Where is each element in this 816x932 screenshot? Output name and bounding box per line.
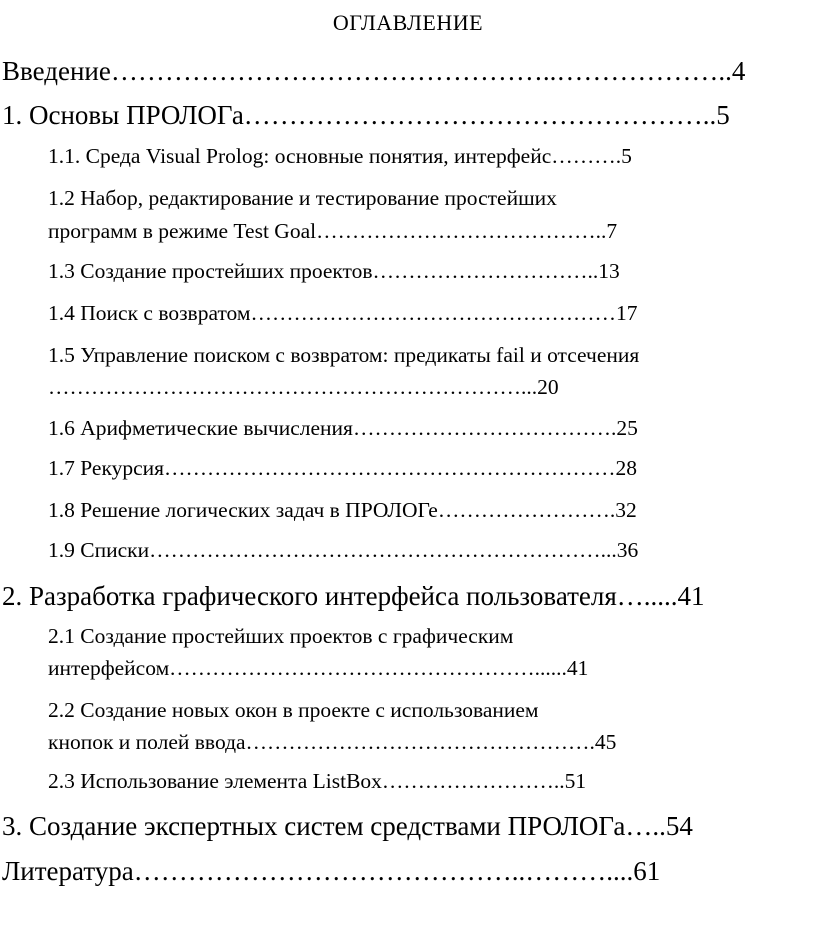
toc-entry-section-3: 3. Создание экспертных систем средствами ПРОЛОГа…..54 — [2, 811, 693, 841]
toc-entry-literature: Литература……………………………………..………....61 — [2, 856, 661, 886]
toc-entry-1-1: 1.1. Среда Visual Prolog: основные понятия, интерфейс……….5 — [48, 144, 632, 168]
toc-entry-1-2-line1: 1.2 Набор, редактирование и тестирование простейших — [48, 186, 557, 210]
toc-entry-1-4: 1.4 Поиск с возвратом……………………………………………17 — [48, 301, 638, 325]
toc-entry-2-1-line2: интерфейсом……………………………………………......41 — [48, 656, 589, 680]
toc-entry-section-2: 2. Разработка графического интерфейса пользователя….....41 — [2, 581, 705, 611]
toc-entry-1-5-line1: 1.5 Управление поиском с возвратом: предикаты fail и отсечения — [48, 343, 640, 367]
toc-title: ОГЛАВЛЕНИЕ — [332, 10, 484, 35]
toc-entry-1-6: 1.6 Арифметические вычисления……………………………….25 — [48, 416, 638, 440]
toc-entry-intro: Введение…………………………………………..………………..4 — [2, 56, 746, 86]
toc-entry-1-2-line2: программ в режиме Test Goal…………………………………..7 — [48, 219, 618, 243]
toc-entry-1-5-line2: …………………………………………………………...20 — [48, 375, 559, 399]
toc-entry-2-3: 2.3 Использование элемента ListBox……………………..51 — [48, 769, 587, 793]
toc-entry-1-3: 1.3 Создание простейших проектов…………………………..13 — [48, 259, 620, 283]
toc-entry-1-8: 1.8 Решение логических задач в ПРОЛОГе…………………….32 — [48, 498, 637, 522]
toc-entry-2-2-line1: 2.2 Создание новых окон в проекте с использованием — [48, 698, 539, 722]
toc-entry-2-1-line1: 2.1 Создание простейших проектов с графическим — [48, 624, 514, 648]
toc-entry-1-9: 1.9 Списки………………………………………………………...36 — [48, 538, 639, 562]
toc-entry-section-1: 1. Основы ПРОЛОГа……………………………………………..5 — [2, 100, 730, 130]
toc-entry-1-7: 1.7 Рекурсия………………………………………………………28 — [48, 456, 638, 480]
toc-entry-2-2-line2: кнопок и полей ввода………………………………………….45 — [48, 730, 617, 754]
